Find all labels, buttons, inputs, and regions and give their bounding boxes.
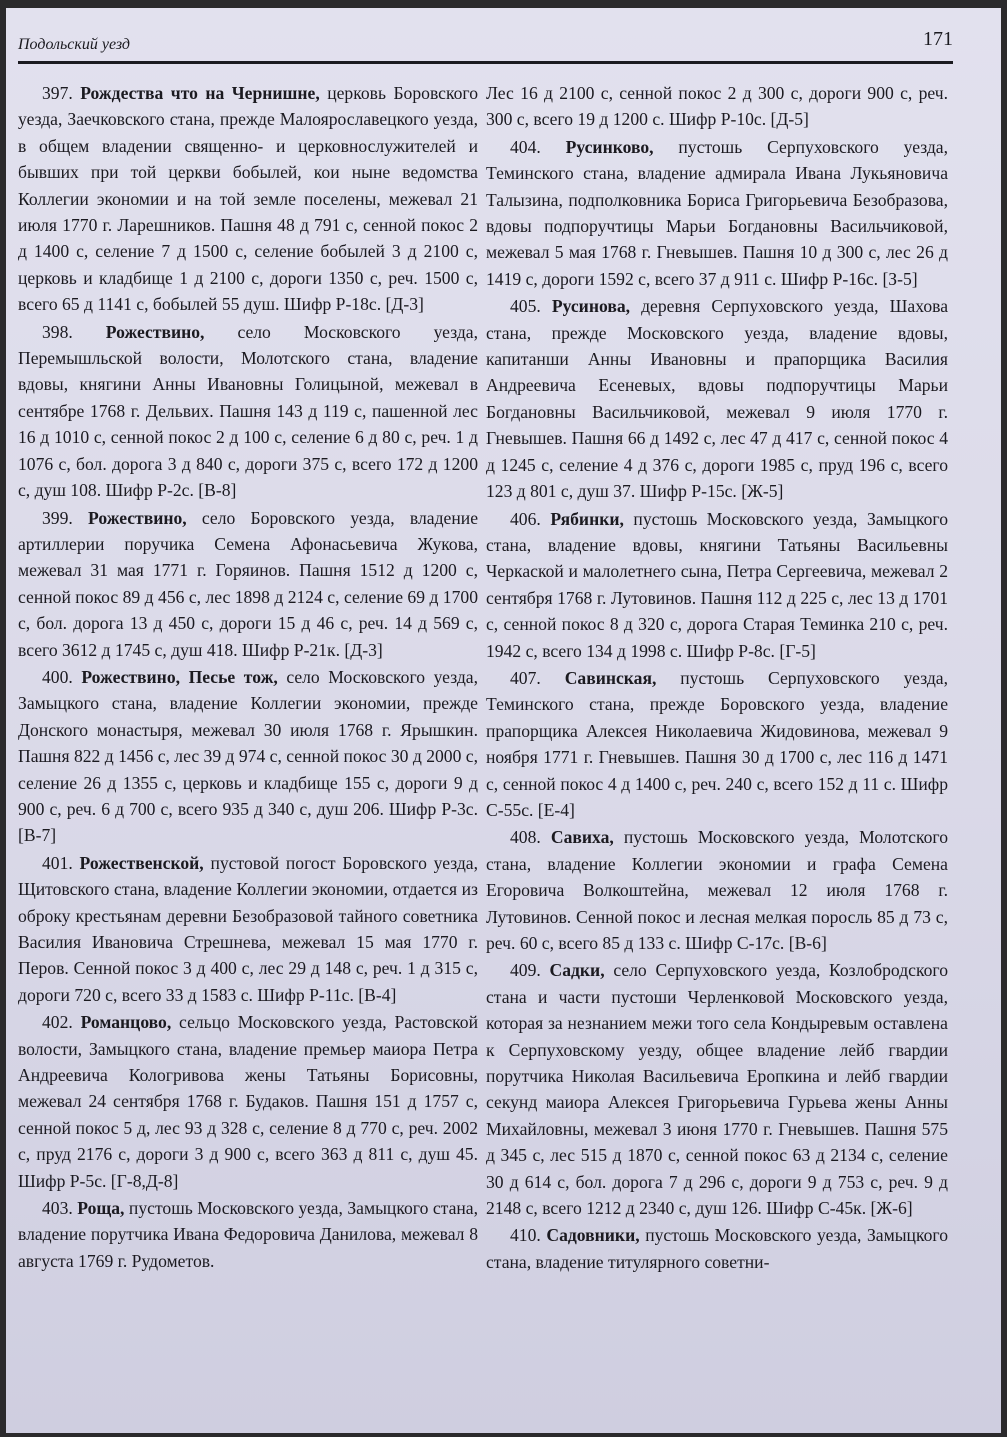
- entry-place-name: Рождества что на Чернишне,: [80, 83, 320, 103]
- gazetteer-entry: [486, 293, 948, 504]
- entry-number: 397.: [42, 83, 81, 103]
- left-column: [18, 80, 478, 1425]
- entry-text: село Московского уезда, Замыцкого стана, владение Коллегии экономии, прежде Донского монастыря, межевал 30 июля 1768 г. Ярышкин. Пашня 822 д 1456 с, лес 39 д 974 с, сенной покос 30 д 2000 с, селение 26 д 1355 с, церковь и кладбище 155 с, дороги 9 д 900 с, реч. 6 д 700 с, всего 935 д 340 с, душ 206. Шифр Р-3с. [В-7]: [18, 666, 478, 846]
- entry-number: 406.: [510, 508, 551, 529]
- right-column: [486, 80, 948, 1425]
- running-header-title: Подольский уезд: [18, 36, 130, 53]
- entry-text: сельцо Московского уезда, Растовской волости, Замыцкого стана, владение премьер маиора Петра Андреевича Кологривова жены Татьяны Борисовны, межевал 24 сентября 1768 г. Будаков. Пашня 151 д 1757 с, сенной покос 5 д, лес 93 д 328 с, селение 8 д 770 с, реч. 2002 с, пруд 2176 с, дороги 3 д 900 с, всего 363 д 811 с, душ 45. Шифр Р-5с. [Г-8,Д-8]: [18, 1012, 478, 1191]
- gazetteer-entry: [486, 665, 948, 823]
- entry-place-name: Рожествино,: [88, 507, 187, 528]
- gazetteer-entry: [18, 850, 478, 1008]
- entry-text: пустошь Серпуховского уезда, Теминского стана, прежде Боровского уезда, владение прапорщика Алексея Николаевича Жидовинова, межевал 9 ноября 1771 г. Гневышев. Пашня 30 д 1700 с, лес 116 д 1471 с, сенной покос 4 д 1400 с, реч. 240 с, всего 152 д 11 с. Шифр С-55с. [Е-4]: [486, 667, 948, 820]
- entry-text: пустошь Московского уезда, Молотского стана, владение Коллегии экономии и графа Семена Егоровича Волкоштейна, межевал 12 июля 1768 г. Лутовинов. Сенной покос и лесная мелкая поросль 85 д 73 с, реч. 60 с, всего 85 д 133 с. Шифр С-17с. [В-6]: [486, 827, 948, 953]
- entry-text: пустошь Московского уезда, Замыцкого стана, владение порутчика Ивана Федоровича Данилова, межевал 8 августа 1769 г. Рудометов.: [18, 1198, 478, 1271]
- entry-place-name: Рожественской,: [79, 852, 204, 873]
- page-number: 171: [923, 28, 953, 50]
- entry-text: пустошь Московского уезда, Замыцкого стана, владение титулярного советни-: [486, 1225, 948, 1272]
- entry-place-name: Садовники,: [546, 1225, 640, 1246]
- gazetteer-entry: [18, 1195, 478, 1274]
- entry-place-name: Роща,: [77, 1198, 125, 1219]
- entry-number: 400.: [42, 666, 82, 687]
- entry-number: 409.: [510, 960, 550, 981]
- gazetteer-entry: [486, 957, 948, 1221]
- gazetteer-entry: [18, 319, 478, 504]
- entry-text: церковь Боровского уезда, Заечковского стана, прежде Малоярославецкого уезда, в общем владении священно- и церковнослужителей и бывших при той церкви бобылей, кои ныне ведомства Коллегии экономии и на той земле поселены, межевал 21 июля 1770 г. Ларешников. Пашня 48 д 791 с, сенной покос 2 д 1400 с, селение 7 д 1500 с, селение бобылей 3 д 2100 с, церковь и кладбище 1 д 2100 с, дороги 1350 с, реч. 1500 с, всего 65 д 1141 с, бобылей 55 душ. Шифр Р-18с. [Д-3]: [18, 83, 478, 315]
- entry-place-name: Романцово,: [80, 1012, 172, 1033]
- entry-text: село Московского уезда, Перемышльской волости, Молотского стана, владение вдовы, княгини Анны Ивановны Голицыной, межевал в сентябре 1768 г. Дельвих. Пашня 143 д 119 с, пашенной лес 16 д 1010 с, сенной покос 2 д 100 с, селение 6 д 80 с, реч. 1 д 1076 с, бол. дорога 3 д 840 с, дороги 375 с, всего 172 д 1200 с, душ 108. Шифр Р-2с. [В-8]: [18, 321, 478, 501]
- gazetteer-entry: [18, 664, 478, 849]
- entry-place-name: Русинова,: [551, 296, 631, 317]
- entry-place-name: Рожествино,: [105, 321, 205, 342]
- entry-text: село Боровского уезда, владение артиллерии поручика Семена Афонасьевича Жукова, межевал 31 мая 1771 г. Горяинов. Пашня 1512 д 1200 с, сенной покос 89 д 456 с, лес 1898 д 2124 с, селение 69 д 1700 с, бол. дорога 13 д 450 с, дороги 15 д 46 с, реч. 14 д 569 с, всего 3612 д 1745 с, душ 418. Шифр Р-21к. [Д-3]: [18, 507, 478, 660]
- entry-number: 407.: [510, 667, 565, 688]
- book-page: [6, 8, 1001, 1433]
- header-rule: [18, 61, 953, 64]
- entry-number: 402.: [42, 1012, 81, 1033]
- gazetteer-entry: [486, 80, 948, 133]
- entry-place-name: Рожествино, Песье тож,: [81, 666, 278, 687]
- entry-number: 404.: [510, 136, 566, 157]
- entry-text: пустошь Серпуховского уезда, Теминского стана, владение адмирала Ивана Лукьяновича Талызина, подполковника Бориса Григорьевича Безобразова, вдовы подпоручтицы Марьи Богдановны Васильчиковой, межевал 5 мая 1768 г. Гневышев. Пашня 10 д 300 с, лес 26 д 1419 с, дороги 1592 с, всего 37 д 911 с. Шифр Р-16с. [З-5]: [486, 136, 948, 289]
- gazetteer-entry: [486, 1222, 948, 1275]
- entry-text: село Серпуховского уезда, Козлобродского стана и части пустоши Черленковой Московского уезда, которая за незнанием межи того села Кондыревым оставлена к Серпуховскому уезду, общее владение лейб гвардии порутчика Николая Васильевича Еропкина и лейб гвардии секунд маиора Алексея Григорьевича Гурьева жены Анны Михайловны, межевал 3 июня 1770 г. Гневышев. Пашня 575 д 345 с, лес 515 д 1870 с, сенной покос 63 д 2134 с, селение 30 д 614 с, бол. дорога 7 д 296 с, дороги 9 д 753 с, реч. 9 д 2148 с, всего 1212 д 2340 с, душ 126. Шифр С-45к. [Ж-6]: [486, 960, 948, 1219]
- entry-place-name: Садки,: [549, 960, 605, 981]
- gazetteer-entry: [18, 80, 478, 318]
- entry-number: 403.: [42, 1198, 78, 1219]
- entry-number: 399.: [42, 507, 89, 528]
- entry-text: пустовой погост Боровского уезда, Щитовского стана, владение Коллегии экономии, отдается из оброку крестьянам деревни Безобразовой тайного советника Василия Ивановича Стрешнева, межевал 15 мая 1770 г. Перов. Сенной покос 3 д 400 с, лес 29 д 148 с, реч. 1 д 315 с, дороги 720 с, всего 33 д 1583 с. Шифр Р-11с. [В-4]: [18, 852, 478, 1005]
- entry-place-name: Рябинки,: [550, 508, 624, 529]
- entry-number: 398.: [42, 321, 106, 342]
- entry-text: деревня Серпуховского уезда, Шахова стана, прежде Московского уезда, владение вдовы, капитанши Анны Ивановны и прапорщика Василия Андреевича Есеневых, вдовы подпоручтицы Марьи Богдановны Васильчиковой, межевал 9 июля 1770 г. Гневышев. Пашня 66 д 1492 с, лес 47 д 417 с, сенной покос 4 д 1245 с, селение 4 д 376 с, дороги 1985 с, пруд 196 с, всего 123 д 801 с, душ 37. Шифр Р-15с. [Ж-5]: [486, 296, 948, 502]
- entry-number: 401.: [42, 852, 80, 873]
- entry-text: пустошь Московского уезда, Замыцкого стана, владение вдовы, княгини Татьяны Васильевны Черкаской и малолетнего сына, Петра Сергеевича, межевал 2 сентября 1768 г. Лутовинов. Пашня 112 д 225 с, лес 13 д 1701 с, сенной покос 8 д 320 с, дорога Старая Теминка 210 с, реч. 1942 с, всего 134 д 1998 с. Шифр Р-8с. [Г-5]: [486, 508, 948, 661]
- gazetteer-entry: [486, 506, 948, 664]
- entry-number: 405.: [510, 296, 552, 317]
- gazetteer-entry: [486, 134, 948, 292]
- running-header: [18, 28, 953, 68]
- gazetteer-entry: [18, 505, 478, 663]
- entry-text: Лес 16 д 2100 с, сенной покос 2 д 300 с, дороги 900 с, реч. 300 с, всего 19 д 1200 с. Шифр Р-10с. [Д-5]: [486, 83, 948, 130]
- entry-place-name: Русинково,: [565, 136, 654, 157]
- entry-place-name: Савиха,: [550, 827, 614, 848]
- gazetteer-entry: [18, 1009, 478, 1194]
- entry-number: 408.: [510, 827, 551, 848]
- gazetteer-entry: [486, 824, 948, 956]
- entry-place-name: Савинская,: [564, 667, 657, 688]
- entry-number: 410.: [510, 1225, 547, 1246]
